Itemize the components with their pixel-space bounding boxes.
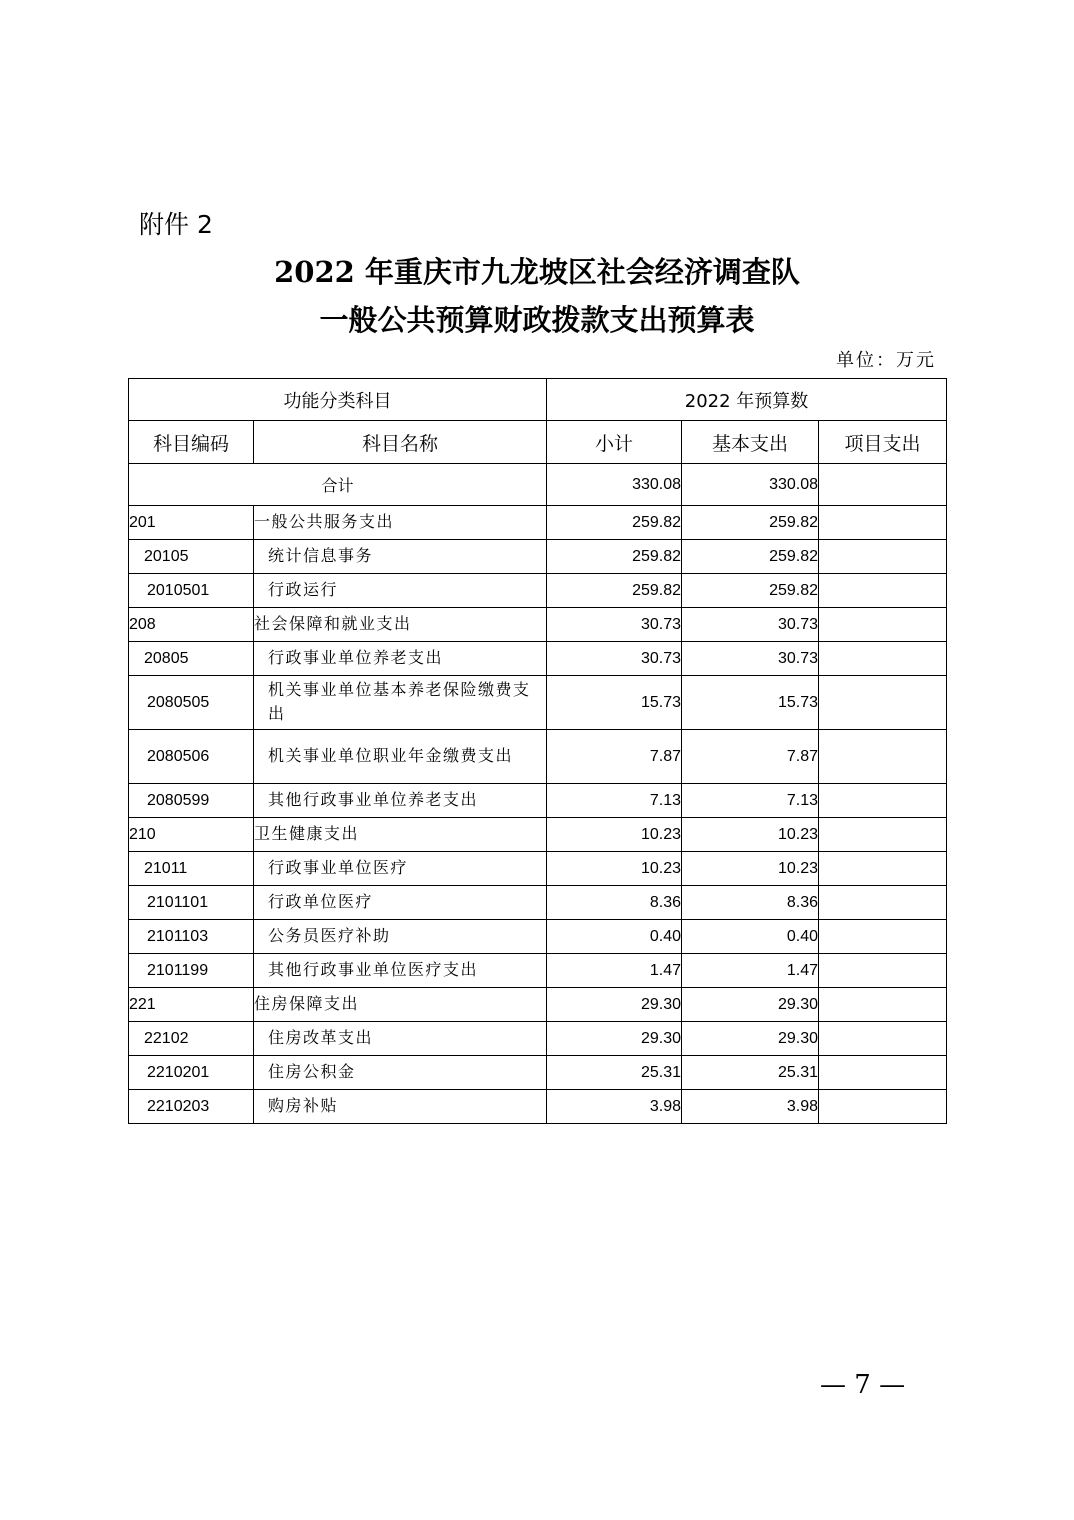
row-project <box>819 540 947 574</box>
row-name: 公务员医疗补助 <box>254 920 547 954</box>
row-name: 住房改革支出 <box>254 1022 547 1056</box>
table-row <box>129 954 947 988</box>
document-title-line-1: 2022 年重庆市九龙坡区社会经济调查队 <box>274 255 800 289</box>
row-name: 卫生健康支出 <box>254 818 547 852</box>
row-name: 其他行政事业单位医疗支出 <box>254 954 547 988</box>
table-row <box>129 920 947 954</box>
header-functional: 功能分类科目 <box>129 379 547 421</box>
table-row <box>129 730 947 784</box>
header-code: 科目编码 <box>129 421 254 464</box>
row-basic: 29.30 <box>682 1022 819 1056</box>
row-subtotal: 1.47 <box>547 954 682 988</box>
table-row <box>129 784 947 818</box>
table-row <box>129 1056 947 1090</box>
row-project <box>819 506 947 540</box>
row-code: 201 <box>129 506 254 540</box>
budget-table <box>128 378 947 1124</box>
row-basic: 30.73 <box>682 642 819 676</box>
row-name: 其他行政事业单位养老支出 <box>254 784 547 818</box>
row-subtotal: 7.87 <box>547 730 682 784</box>
table-row <box>129 818 947 852</box>
table-row <box>129 852 947 886</box>
row-project <box>819 988 947 1022</box>
row-subtotal: 15.73 <box>547 676 682 730</box>
total-project <box>819 464 947 506</box>
row-subtotal: 30.73 <box>547 608 682 642</box>
header-row-1 <box>129 379 947 421</box>
document-title-line-2: 一般公共预算财政拨款支出预算表 <box>319 303 755 337</box>
row-code: 20805 <box>129 642 254 676</box>
row-project <box>819 730 947 784</box>
row-subtotal: 259.82 <box>547 574 682 608</box>
row-project <box>819 1022 947 1056</box>
total-label: 合计 <box>129 464 547 506</box>
row-basic: 30.73 <box>682 608 819 642</box>
row-subtotal: 3.98 <box>547 1090 682 1124</box>
row-project <box>819 574 947 608</box>
row-basic: 7.87 <box>682 730 819 784</box>
row-basic: 1.47 <box>682 954 819 988</box>
row-basic: 3.98 <box>682 1090 819 1124</box>
header-name: 科目名称 <box>254 421 547 464</box>
total-basic: 330.08 <box>682 464 819 506</box>
row-basic: 15.73 <box>682 676 819 730</box>
row-name: 行政单位医疗 <box>254 886 547 920</box>
row-name: 行政事业单位医疗 <box>254 852 547 886</box>
total-subtotal: 330.08 <box>547 464 682 506</box>
row-name: 一般公共服务支出 <box>254 506 547 540</box>
row-name: 机关事业单位基本养老保险缴费支出 <box>254 676 547 730</box>
row-basic: 10.23 <box>682 852 819 886</box>
row-code: 2210203 <box>129 1090 254 1124</box>
row-code: 2101101 <box>129 886 254 920</box>
row-project <box>819 920 947 954</box>
row-basic: 10.23 <box>682 818 819 852</box>
row-code: 2101199 <box>129 954 254 988</box>
table-row <box>129 608 947 642</box>
row-basic: 259.82 <box>682 506 819 540</box>
header-project: 项目支出 <box>819 421 947 464</box>
unit-label: 单位：万元 <box>836 350 936 371</box>
row-name: 住房保障支出 <box>254 988 547 1022</box>
row-subtotal: 25.31 <box>547 1056 682 1090</box>
row-subtotal: 10.23 <box>547 852 682 886</box>
row-subtotal: 259.82 <box>547 506 682 540</box>
row-code: 2080599 <box>129 784 254 818</box>
table-row <box>129 886 947 920</box>
row-name: 行政事业单位养老支出 <box>254 642 547 676</box>
header-subtotal: 小计 <box>547 421 682 464</box>
table-row <box>129 676 947 730</box>
table-row <box>129 506 947 540</box>
row-code: 2080505 <box>129 676 254 730</box>
row-basic: 7.13 <box>682 784 819 818</box>
row-name: 住房公积金 <box>254 1056 547 1090</box>
row-project <box>819 954 947 988</box>
row-basic: 259.82 <box>682 574 819 608</box>
table-row <box>129 574 947 608</box>
row-code: 210 <box>129 818 254 852</box>
row-name: 行政运行 <box>254 574 547 608</box>
row-name: 机关事业单位职业年金缴费支出 <box>254 730 547 784</box>
table-row <box>129 540 947 574</box>
row-subtotal: 8.36 <box>547 886 682 920</box>
row-code: 22102 <box>129 1022 254 1056</box>
total-row <box>129 464 947 506</box>
row-project <box>819 886 947 920</box>
row-project <box>819 784 947 818</box>
row-code: 2080506 <box>129 730 254 784</box>
header-row-2 <box>129 421 947 464</box>
row-name: 统计信息事务 <box>254 540 547 574</box>
row-basic: 8.36 <box>682 886 819 920</box>
row-project <box>819 608 947 642</box>
row-basic: 25.31 <box>682 1056 819 1090</box>
row-subtotal: 29.30 <box>547 988 682 1022</box>
table-row <box>129 1090 947 1124</box>
row-name: 购房补贴 <box>254 1090 547 1124</box>
row-project <box>819 1056 947 1090</box>
attachment-label: 附件 2 <box>139 210 213 239</box>
row-project <box>819 818 947 852</box>
row-code: 2210201 <box>129 1056 254 1090</box>
table-row <box>129 642 947 676</box>
row-subtotal: 29.30 <box>547 1022 682 1056</box>
row-subtotal: 10.23 <box>547 818 682 852</box>
row-code: 20105 <box>129 540 254 574</box>
row-subtotal: 259.82 <box>547 540 682 574</box>
row-basic: 29.30 <box>682 988 819 1022</box>
header-budget-year: 2022 年预算数 <box>547 379 947 421</box>
row-name: 社会保障和就业支出 <box>254 608 547 642</box>
row-subtotal: 7.13 <box>547 784 682 818</box>
row-basic: 259.82 <box>682 540 819 574</box>
row-code: 21011 <box>129 852 254 886</box>
row-project <box>819 852 947 886</box>
row-project <box>819 642 947 676</box>
header-basic: 基本支出 <box>682 421 819 464</box>
row-code: 208 <box>129 608 254 642</box>
row-code: 2010501 <box>129 574 254 608</box>
row-code: 2101103 <box>129 920 254 954</box>
row-subtotal: 30.73 <box>547 642 682 676</box>
row-project <box>819 1090 947 1124</box>
table-row <box>129 988 947 1022</box>
page-number: — 7 — <box>820 1370 906 1400</box>
row-code: 221 <box>129 988 254 1022</box>
row-basic: 0.40 <box>682 920 819 954</box>
row-subtotal: 0.40 <box>547 920 682 954</box>
table-row <box>129 1022 947 1056</box>
row-project <box>819 676 947 730</box>
